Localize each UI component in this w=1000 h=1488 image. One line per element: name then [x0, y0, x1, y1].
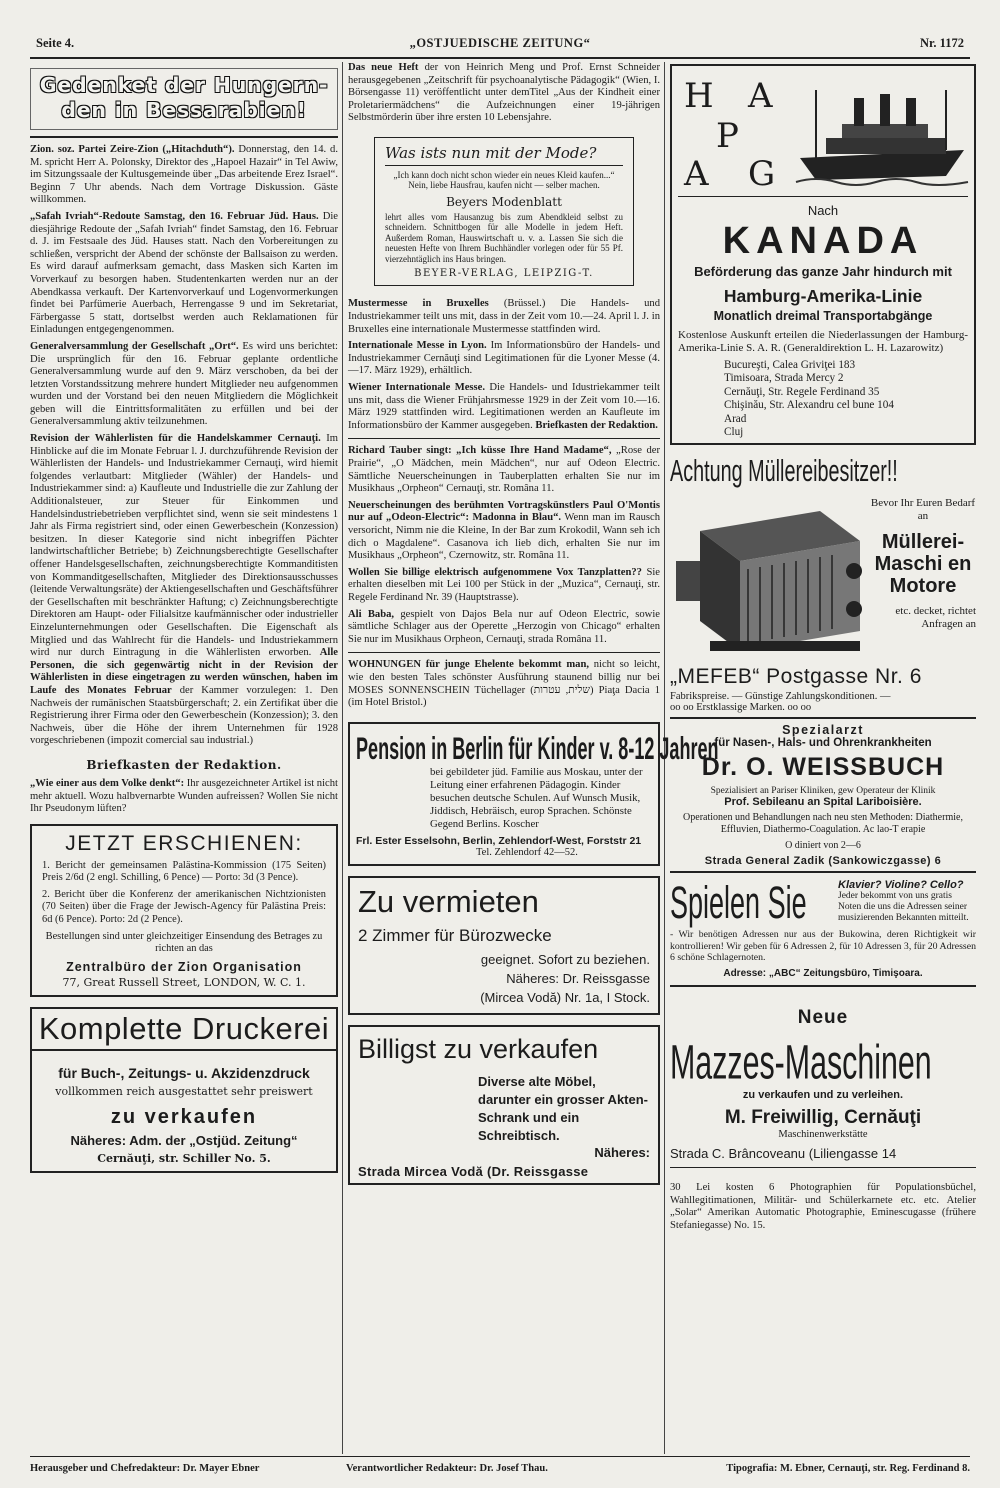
- ad-address-2: 77, Great Russell Street, LONDON, W. C. 1.: [62, 975, 306, 989]
- notice-title: Neuerscheinungen des berühmten Vortragskünstlers Paul O'Montis nur auf „Odeon-Electric“: Madonna in Blau“.: [348, 499, 660, 524]
- article-title: Revision der Wählerlisten für die Handelskammer Cernauţi.: [30, 433, 321, 445]
- divider: [348, 652, 660, 653]
- notice-tauber: [348, 445, 660, 495]
- ad-phone: Tel. Zehlendorf 42—52.: [476, 846, 578, 858]
- ad-text: bei gebildeter jüd. Familie aus Moskau, unter der Leitung einer erfahrenen Pädagogin. Kinder besuchen deutsche Schulen. Auf Wunsch Musik, Jiddisch, Hebräisch, europ Sprachen. Schönste Gegend Berlins. Koscher: [430, 765, 643, 830]
- ad-address-list: [724, 359, 968, 439]
- ad-subtitle: zu verkaufen und zu verleihen.: [742, 1088, 904, 1101]
- headline-line-1: Gedenket der Hungern-: [39, 73, 329, 97]
- ad-body: [670, 491, 976, 661]
- ad-druckerei: [30, 1007, 338, 1173]
- article-wien: [348, 382, 660, 432]
- ad-title: Zu vermieten: [358, 883, 539, 919]
- ad-title: Billigst zu verkaufen: [358, 1033, 599, 1064]
- ad-mazzes: [670, 987, 976, 1168]
- ad-title: Pension in Berlin für Kinder v. 8-12 Jahren: [356, 729, 719, 766]
- ad-text: Maschinenwerkstätte: [778, 1128, 868, 1140]
- ad-quote: „Ich kann doch nicht schon wieder ein neues Kleid kaufen...“ Nein, liebe Hausfrau, kaufen nicht — selber machen.: [393, 169, 615, 191]
- ad-line: für Buch-, Zeitungs- u. Akzidenzdruck: [58, 1064, 310, 1081]
- divider: [348, 438, 660, 439]
- ad-text: - Wir benötigen Adressen nur aus der Bukowina, deren Richtigkeit wir kontrollieren! Wir geben für 6 Adressen 2, für 10 Adressen 3, für 20 Adressen 6 schöne Schlagernoten.: [670, 929, 976, 964]
- ad-address: Frl. Ester Esselsohn, Berlin, Zehlendorf-West, Forststr 21: [356, 834, 642, 847]
- ad-line: Operationen und Behandlungen nach neu sten Methoden: Diathermie, Effluvien, Diathermo-Coagulation. Ac lao-T erapie: [683, 812, 963, 836]
- column-3: [670, 62, 976, 1236]
- ad-item-1: 1. Bericht der gemeinsamen Palästina-Kommission (175 Seiten) Preis 2/6d (2 engl. Schilling, 6 Pence) — Porto: 3d (3 Pence).: [42, 859, 326, 884]
- ad-pretitle: Neue: [797, 1006, 849, 1028]
- notice-title: Wollen Sie billige elektrisch aufgenommene Vox Tanzplatten??: [348, 566, 642, 578]
- notice-omontis: [348, 500, 660, 563]
- steamship-icon: [796, 80, 968, 188]
- ad-text: Nach: [807, 203, 839, 218]
- ad-title-wrap: [670, 1034, 976, 1090]
- ad-beyers-mode: [374, 137, 634, 287]
- ad-weissbuch: [670, 719, 976, 873]
- notice-body: gespielt von Dajos Bela nur auf Odeon Electric, sowie sämtliche Schlager aus der Operette „Herzogin von Chicago“ erhalten Sie nur im Musikhaus Orpheon, Cernauţi, strada Româna 11.: [348, 608, 660, 645]
- article-emphasis: Alle Personen, die sich gegenwärtig nicht in der Revision der Wählerlisten in diese eingetragen zu werden wünschen, haben im Laufe des Monates Februar: [30, 647, 338, 696]
- ad-line: zu verkaufen: [110, 1105, 258, 1128]
- article-bruxelles: [348, 298, 660, 336]
- page-footer: [30, 1456, 970, 1479]
- address-line: Arad: [724, 412, 747, 425]
- address-line: Cluj: [724, 426, 744, 439]
- ad-photo-solar: 30 Lei kosten 6 Photographien für Populationsbüchel, Wahllegitimationen, Militär- und Schülerkarnete etc. etc. Atelier „Solar“ Amerikan Automatic Photographie, Eminescugasse (frühere Stefaniegasse) No. 15.: [670, 1181, 976, 1231]
- ad-line: geeignet. Sofort zu beziehen.: [480, 951, 650, 967]
- ad-brand: Beyers Modenblatt: [446, 194, 562, 209]
- article-safah-ivriah: [30, 211, 338, 337]
- ad-line: Spezialisiert an Pariser Kliniken, gew Operateur der Klinik: [710, 786, 936, 797]
- ad-line: (Mircea Vodă) Nr. 1a, I Stock.: [480, 989, 650, 1005]
- article-body: Die Handels- und Idustriekammer teilt uns mit, dass die Wiener Frühjahrsmesse 1929 in der Zeit vom 10.—16. März 1929 stattfinden wird. Legitimationen werden an Kaufleute im Informationsbüro der Kammer ausgegeben.: [348, 382, 660, 431]
- ad-text: Jeder bekommt von uns gratis Noten die uns die Adressen seiner musizierenden Bekannten mitteilt.: [838, 891, 969, 924]
- ad-line: 2 Zimmer für Bürozwecke: [358, 925, 552, 945]
- article-zeire-zion: [30, 144, 338, 207]
- spacer: [356, 766, 422, 835]
- ad-line: Strada General Zadik (Sankowiczgasse) 6: [704, 855, 942, 868]
- column-divider: [342, 62, 343, 1454]
- ad-note: Bestellungen sind unter gleichzeitiger Einsendung des Betrages zu richten an das: [45, 930, 323, 955]
- notice-alibaba: [348, 609, 660, 647]
- ad-title-wrap: [670, 879, 838, 929]
- ad-line: Näheres: Adm. der „Ostjüd. Zeitung“: [70, 1132, 298, 1148]
- article-title: Zion. soz. Partei Zeire-Zion („Hitachduth“).: [30, 144, 235, 155]
- address-line: Cernăuţi, Str. Regele Ferdinand 35: [724, 385, 880, 398]
- ad-side: [870, 491, 976, 661]
- ad-spielen-sie: [670, 873, 976, 987]
- article-ort: [30, 341, 338, 429]
- logo-letter: A: [748, 76, 773, 116]
- page-header: [36, 32, 964, 54]
- ad-text: Beförderung das ganze Jahr hindurch mit: [694, 264, 952, 279]
- article-title: Internationale Messe in Lyon.: [348, 340, 487, 352]
- ad-text: Monatlich dreimal Transportabgänge: [713, 309, 933, 323]
- logo-letter: G: [748, 154, 776, 194]
- ad-item-2: 2. Bericht über die Konferenz der amerikanischen Nichtzionisten (70 Seiten) über die Frage der Jewisch-Agency für Palästina Preis: 6d (6 Pence). Porto: 2d (2 Pence).: [42, 888, 326, 926]
- ad-jetzt-erschienen: [30, 824, 338, 997]
- ad-title: Achtung Müllereibesitzer!!: [670, 453, 898, 489]
- ad-subtitle: für Nasen-, Hals- und Ohrenkrankheiten: [714, 737, 932, 750]
- ad-line: Näheres:: [594, 1144, 650, 1160]
- ad-hapag: [670, 64, 976, 445]
- ad-title: Was ists nun mit der Mode?: [385, 144, 623, 166]
- ad-title: Spezialarzt: [782, 723, 864, 738]
- brief-reader: „Wie einer aus dem Volke denkt“:: [30, 777, 185, 789]
- address-line: Bucureşti, Calea Griviţei 183: [724, 359, 856, 371]
- ad-company: Hamburg-Amerika-Linie: [723, 286, 923, 306]
- ad-company: M. Freiwillig, Cernăuţi: [724, 1106, 922, 1128]
- header-rule: [30, 57, 970, 59]
- article-title: „Safah Ivriah“-Redoute Samstag, den 16. Februar Jüd. Haus.: [30, 210, 319, 222]
- ad-line: Näheres: Dr. Reissgasse: [506, 970, 650, 986]
- notice-body: Sie erhalten dieselben mit Lei 100 per Stück in der „Muzica“, Cernauţi, str. Regele Ferdinand Nr. 39 (Hauptstrasse).: [348, 566, 660, 603]
- ad-pension: [348, 722, 719, 866]
- ad-line: O diniert von 2—6: [785, 840, 861, 852]
- ad-body: [32, 1051, 336, 1171]
- ad-footer: oo oo Erstklassige Marken. oo oo: [670, 702, 812, 714]
- briefkasten-title: Briefkasten der Redaktion.: [86, 757, 282, 772]
- ad-zu-vermieten: [348, 876, 660, 1015]
- ad-line: vollkommen reich ausgestattet sehr preiswert: [55, 1084, 313, 1098]
- ad-title: Mazzes-Maschinen: [670, 1034, 932, 1090]
- ad-title: WOHNUNGEN für junge Ehelente bekommt man,: [348, 659, 589, 671]
- ad-wohnungen: [348, 659, 660, 709]
- column-1: [30, 62, 338, 1179]
- article-neues-heft: [348, 62, 660, 125]
- headline-line-2: den in Bessarabien!: [61, 98, 307, 122]
- ad-info: Kostenlose Auskunft erteilen die Niederlassungen der Hamburg-Amerika-Linie S. A. R. (Generaldirektion L. H. Lazarowitz): [678, 329, 968, 354]
- ad-question: Klavier? Violine? Cello?: [838, 879, 964, 892]
- article-lyon: [348, 340, 660, 378]
- article-waehlerlisten: [30, 433, 338, 748]
- logo-letter: H: [684, 76, 714, 116]
- article-tail: Briefkasten der Redaktion.: [535, 419, 658, 431]
- ad-line: Diverse alte Möbel, darunter ein grosser Akten-Schrank und ein Schreibtisch.: [478, 1073, 649, 1143]
- footer-publisher: Herausgeber und Chefredakteur: Dr. Mayer Ebner: [30, 1463, 260, 1474]
- mill-machine-icon: [670, 491, 870, 661]
- footer-editor: Verantwortlicher Redakteur: Dr. Josef Thau.: [346, 1463, 548, 1474]
- article-body: Im Informationsbüro der Handels- und Industriekammer Cernăuţi sind Legitimationen für die Lyoner Messe (4.—17. März 1929), erhältlich.: [348, 340, 660, 377]
- ad-title: JETZT ERSCHIENEN:: [65, 831, 303, 855]
- article-body: der Kammer vorzulegen: 1. Den Nachweis der rumänischen Staatsbürgerschaft; 2. ein Zertifikat über die Registrierung ihrer Firma oder den Gewerbeschein (Konzession); 3. den Nachweis, über die Höhe der ihrem Unternehmen für 1928 vorgeschriebenen (impozit comercial sau industrial.): [30, 684, 338, 747]
- ad-address: „MEFEB“ Postgasse Nr. 6: [670, 665, 922, 689]
- ad-text: etc. decket, richtet Anfragen an: [895, 605, 976, 631]
- ad-mefeb: [670, 453, 976, 719]
- ad-title: KANADA: [722, 220, 924, 262]
- notice-body: Wenn man im Rausch versoricht, Nimm nie die Kleine, In der Bar zum Krokodil, Wann seh ich dich o Magdalene“. Casanova ich lieb dich, erhalten Sie nur im Musikhaus „Orpheon“, Czernowitz, str. Româna 11.: [348, 512, 660, 562]
- issue-number: Nr. 1172: [920, 36, 964, 50]
- ad-publisher: BEYER-VERLAG, LEIPZIG-T.: [414, 268, 594, 280]
- notice-vox: [348, 567, 660, 605]
- divider: [30, 136, 338, 138]
- ad-line: Prof. Sebileanu an Spital Lariboisière.: [724, 796, 922, 809]
- ad-doctor-name: Dr. O. WEISSBUCH: [701, 753, 945, 782]
- ad-side: [838, 879, 976, 925]
- ad-body: nicht so leicht, wie den besten Tales schönster Ausführung staunend billig nur bei MOSES SONNENSCHEIN Tüchellager (שלית, עטרות) Piaţa Dacia 1 (im Hotel Bristol.): [348, 659, 660, 709]
- notice-title: Ali Baba,: [348, 608, 395, 620]
- address-line: Timisoara, Strada Mercy 2: [724, 372, 844, 385]
- ad-title-wrap: [356, 729, 719, 766]
- logo-letter: A: [684, 154, 709, 194]
- ad-title: Spielen Sie: [670, 879, 807, 929]
- article-body: Die diesjährige Redoute der „Safah Ivriah“ findet Samstag, den 16. Februar d. J. im Festsaale des Jüd. Hauses statt. Nach den Vorbereitungen zu schließen, verspricht der Abend der schönste der Ballsaison zu werden. Es wird darauf aufmerksam gemacht, dass Masken sich Karten im Vorverkauf zu besorgen haben. Studentenkarten werden nur an der Abendkassa verkauft. Der Kartenvorverkauf und Logenvormerkungen findet bei Parfümerie Auerbach, Herrengasse 9 und im Sekretariat, Färbergasse 5 statt, dortselbst werden auch Reklamationen für Einladungen entgegengenommen.: [30, 210, 338, 336]
- ad-text: Bevor Ihr Euren Bedarf an: [870, 497, 976, 523]
- article-body: (Brüssel.) Die Handels- und Industriekammer teilt uns mit, dass in der Zeit vom 10.—24. April l. J. in Bruxelles eine internationale Mustermesse stattfinden wird.: [348, 298, 660, 335]
- ad-header: [670, 879, 976, 929]
- ad-address: Strada C. Brâncoveanu (Liliengasse 14: [670, 1145, 897, 1161]
- article-body: der von Heinrich Meng und Prof. Ernst Schneider herausgegebenen „Zeitschrift für psychoanalytische Pädagogik“ (Wien, I. Börsengasse 11) veröffentlicht unter demTitel „Aus der Kindheit einer Proletariermädchens“ die Aufzeichnungen einer 19-jährigen Selbstmörderin über ihre ersten 10 Lebensjahre.: [348, 62, 660, 124]
- bessarabia-headline: [30, 68, 338, 130]
- hapag-logo: [678, 70, 968, 197]
- logo-letter: P: [716, 116, 739, 156]
- newspaper-title: „OSTJUEDISCHE ZEITUNG“: [409, 36, 591, 50]
- ad-address: Adresse: „ABC“ Zeitungsbüro, Timişoara.: [723, 967, 923, 979]
- notice-title: Richard Tauber singt: „Ich küsse Ihre Hand Madame“,: [348, 445, 612, 457]
- article-title: Mustermesse in Bruxelles: [348, 298, 489, 310]
- article-title: Das neue Heft: [348, 62, 419, 73]
- footer-printer: Tipografia: M. Ebner, Cernauţi, str. Reg. Ferdinand 8.: [726, 1463, 970, 1474]
- ad-title: Komplette Druckerei: [32, 1009, 336, 1051]
- ad-line: Cernăuţi, str. Schiller No. 5.: [97, 1151, 271, 1165]
- article-title: Generalversammlung der Gesellschaft „Ort“.: [30, 340, 239, 352]
- notice-body: „Rose der Prairie“, „O Mädchen, mein Mädchen“, nur auf Odeon Electric. Sämtliche Neuerscheinungen in Tauberplatten erhalten Sie nur im Musikhaus „Orpheon“ Cernauţi, str. Româna 11.: [348, 445, 660, 495]
- article-title: Wiener Internationale Messe.: [348, 382, 485, 394]
- ad-line: Strada Mircea Vodă (Dr. Reissgasse: [358, 1163, 589, 1179]
- article-body: Donnerstag, den 14. d. M. spricht Herr A. Polonsky, Direktor des „Hapoel Hazair“ in Tel Awiw, im Sitzungssaale der Kultusgemeinde über „Das arbeitende Erez Israel“. Beginn 7 Uhr abends. Nach dem Vortrage Diskussion. Gäste willkommen.: [30, 144, 338, 206]
- ad-title-wrap: [670, 453, 976, 489]
- ad-text: lehrt alles vom Hausanzug bis zum Abendkleid selbst zu schneidern. Schnittbogen für alle Modelle in jedem Heft. Außerdem Roman, Hauswirtschaft u. v. a. Lassen Sie sich die neuesten Hefte von Ihrem Buchhändler vorlegen oder für 55 Pf. vierzehntäglich ins Haus bringen.: [385, 211, 623, 264]
- article-body: Es wird uns berichtet: Die ursprünglich für den 16. Februar geplante ordentliche Generalversammlung wurde auf den 9. März verschoben, da bei der letzten Vorstandssitzung mehrere hundert Mitglieder neu aufgenommen wurden und der Vorstand bei den neuen Mitgliedern die Möglichkeit geben will die Eintrittsformalitäten zu erfüllen und bei der Generalversammlung aktiv teilzunehmen.: [30, 340, 338, 428]
- article-body: Im Hinblicke auf die im Monate Februar l. J. durchzuführende Revision der Wählerlisten der Handels- und Industriekammer Cernauţi, wird hiemit folgendes verlautbart: Mitglieder (Wähler) der Handels- und Industriekammer sind: a) Kaufleute und Industrielle die zur Zahlung der Additionalsteuer, zur Steuer für Einkommen und Handelsindustriebetrieben verpflichtet sind, wenn sie seit mindestens 1 Jahr als Firma registriert sind, oder einen Gewerbeschein (Konzession) besitzen. In dieser Kategorie sind nicht inbegriffen Pächter landwirtschaftlicher Betriebe; b) Zeichnungsberechtigte Gesellschafter offener Handelsgesellschaften, zeichnungsberechtigte Kommanditisten von Kommanditgesellschaften, Mitglieder des Direktionsausschusses (leitende Verwaltungsräte) der Aktiengesellschaften und Geschäftsführer der Gesellschaften mit beschränkter Haftung; c) Zeichnungsberechtigte Direktoren am Haupt- oder Filialsitze kaufmännischer oder industrieller Einzelunternehmungen oder Gesellschaften. Die Eigenschaft als Mitglied und das Wahlrecht für die Handels- und Industriekammern wird nur durch Eintragung in die Wählerlisten erworben.: [30, 433, 338, 659]
- ad-text: Müllerei-Maschi en Motore: [874, 531, 972, 598]
- ad-billigst: [348, 1025, 660, 1185]
- brief-body: Ihr ausgezeichneter Artikel ist nicht mehr aktuell. Wozu halbvernarbte Wunden aufreissen? Wollen Sie nicht Ihr Pseudonym lüften?: [30, 777, 338, 815]
- page-number: Seite 4.: [36, 36, 75, 50]
- ad-address-1: Zentralbüro der Zion Organisation: [66, 959, 302, 974]
- ad-footer: Fabrikspreise. — Günstige Zahlungskonditionen. —: [670, 691, 891, 703]
- briefkasten-text: [30, 778, 338, 816]
- column-2: [348, 62, 719, 1191]
- ad-body: [356, 766, 652, 835]
- address-line: Chişinău, Str. Alexandru cel bune 104: [724, 399, 894, 412]
